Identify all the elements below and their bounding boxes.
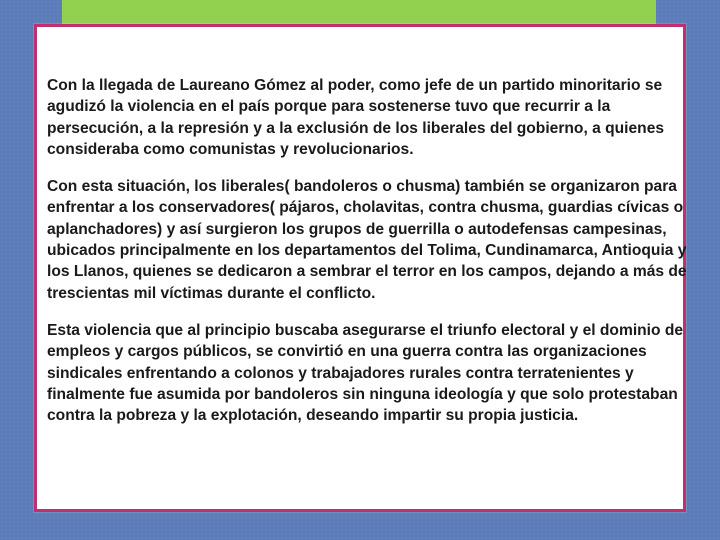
paragraph-2: Con esta situación, los liberales( bandoleros o chusma) también se organizaron para enfrentar a los conservadores( pájaros, cholavitas, contra chusma, guardias cívicas o aplanchadores) y así surgieron los grupos de guerrilla o autodefensas campesinas, ubicados principalmente en los departamentos del Tolima, Cundinamarca, Antioquia y los Llanos, quienes se dedicaron a sembrar el terror en los campos, dejando a más de trescientas mil víctimas durante el conflicto. xyxy=(47,178,687,302)
text-card xyxy=(34,24,686,512)
accent-bar xyxy=(62,0,656,26)
text-content xyxy=(47,75,687,426)
paragraph-3: Esta violencia que al principio buscaba asegurarse el triunfo electoral y el dominio de empleos y cargos públicos, se convirtió en una guerra contra las organizaciones sindicales enfrentando a colonos y trabajadores rurales contra terratenientes y finalmente fue asumida por bandoleros sin ninguna ideología y que solo protestaban contra la pobreza y la explotación, deseando impartir su propia justicia. xyxy=(47,321,684,425)
paragraph-1: Con la llegada de Laureano Gómez al poder, como jefe de un partido minoritario se agudizó la violencia en el país porque para sostenerse tuvo que recurrir a la persecución, a la represión y a la exclusión de los liberales del gobierno, a quienes consideraba como comunistas y revolucionarios. xyxy=(47,77,665,158)
